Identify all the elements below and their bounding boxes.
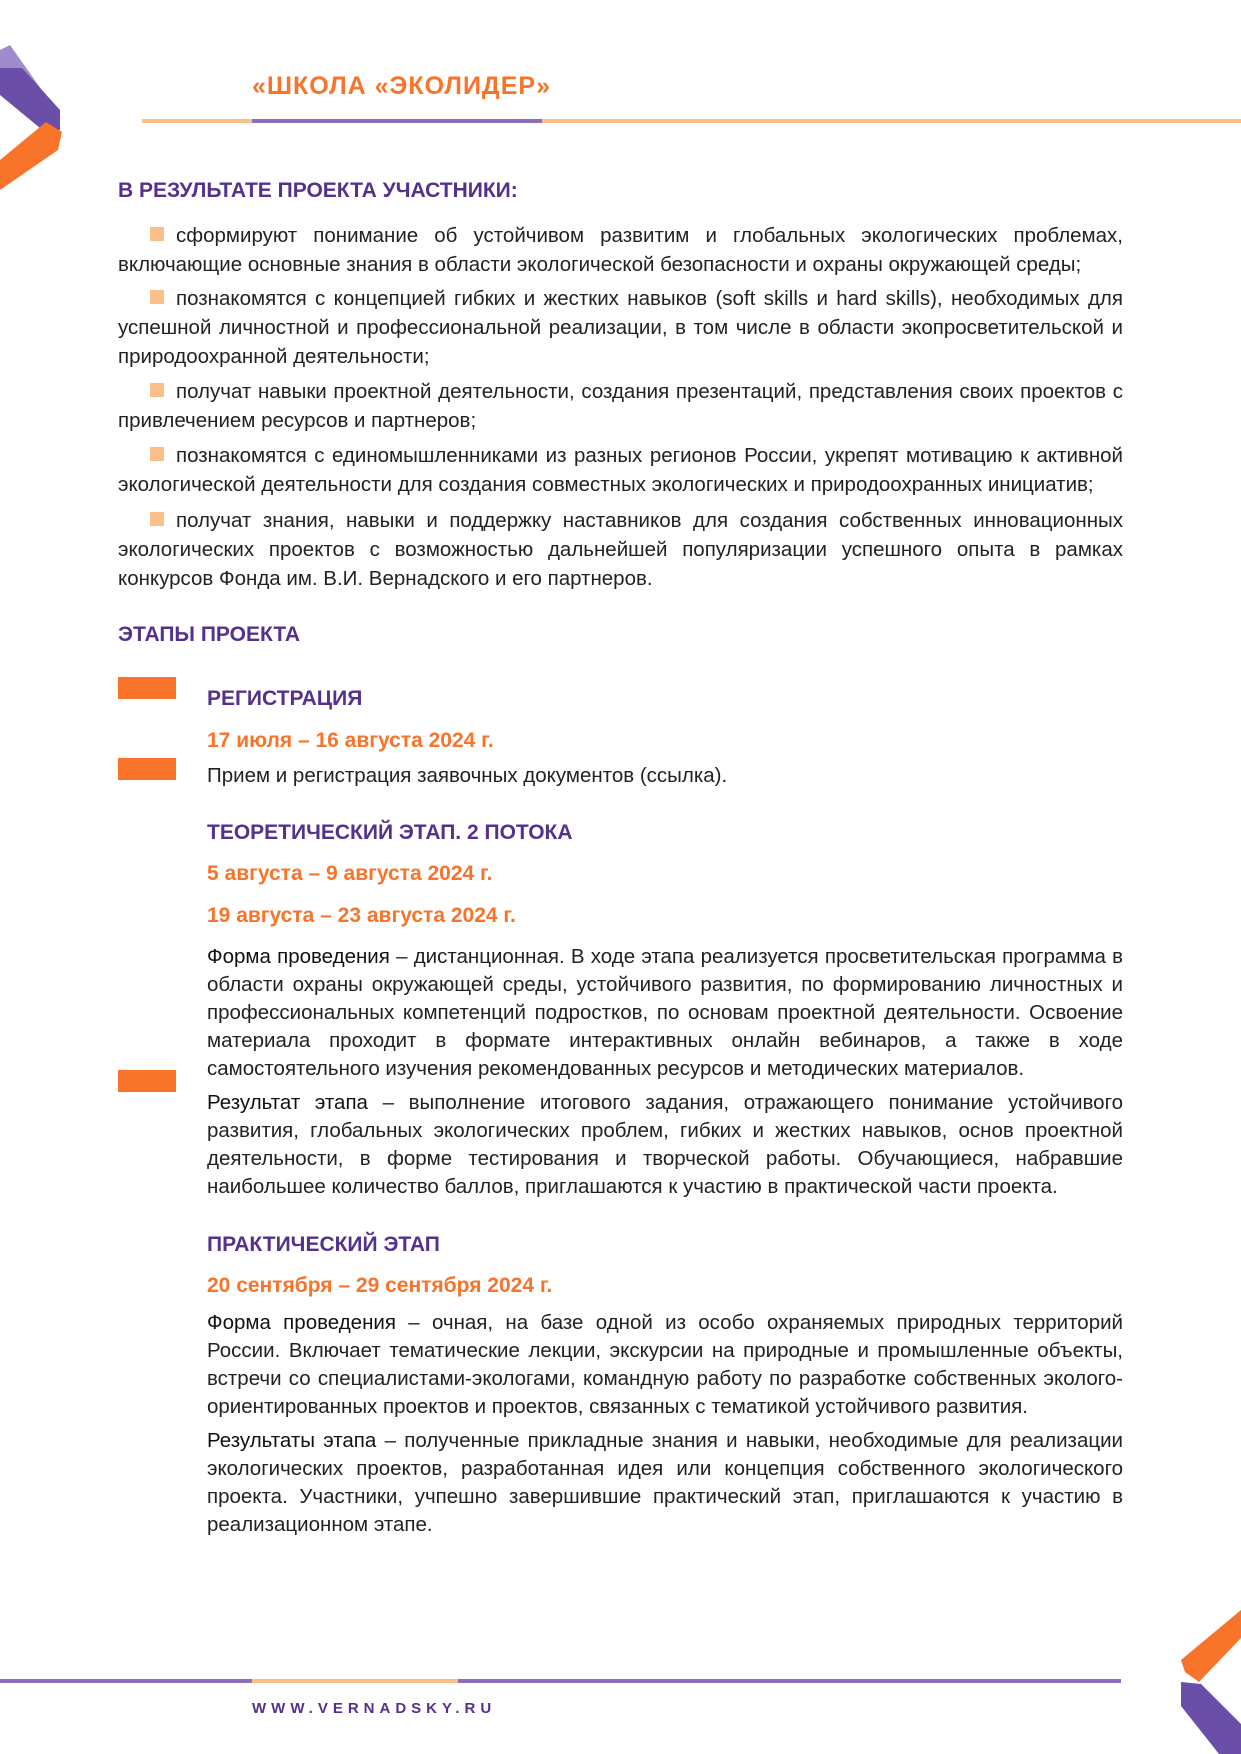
bullet-square-icon bbox=[150, 290, 164, 304]
theory-result bbox=[207, 1089, 1123, 1201]
registration-date: 17 июля – 16 августа 2024 г. bbox=[207, 729, 494, 752]
stage-marker bbox=[118, 1070, 176, 1092]
results-heading: В РЕЗУЛЬТАТЕ ПРОЕКТА УЧАСТНИКИ: bbox=[118, 179, 518, 202]
practice-title: ПРАКТИЧЕСКИЙ ЭТАП bbox=[207, 1233, 440, 1256]
theory-result-label: Результат этапа bbox=[207, 1091, 368, 1114]
practice-result-text: – полученные прикладные знания и навыки, необходимые для реализации экологических проектов, разработанная идея или концепция собственного экологического проекта. Участники, учпешно завершившие практический этап, приглашаются к участию в реализационном этапе. bbox=[207, 1429, 1123, 1536]
theory-form bbox=[207, 943, 1123, 1083]
result-item-text: познакомятся с единомышленниками из разных регионов России, укрепят мотивацию к активной экологической деятельности для создания совместных экологических и природоохранных инициатив; bbox=[118, 444, 1123, 496]
bullet-square-icon bbox=[150, 227, 164, 241]
theory-date-1: 5 августа – 9 августа 2024 г. bbox=[207, 862, 493, 885]
corner-decoration-bottom-right bbox=[1171, 1610, 1241, 1754]
result-item-text: получат навыки проектной деятельности, создания презентаций, представления своих проектов с привлечением ресурсов и партнеров; bbox=[118, 380, 1123, 432]
footer-divider bbox=[0, 1679, 1121, 1683]
bullet-square-icon bbox=[150, 383, 164, 397]
practice-form bbox=[207, 1309, 1123, 1421]
result-item bbox=[118, 284, 1123, 371]
header-title: «ШКОЛА «ЭКОЛИДЕР» bbox=[252, 72, 551, 100]
corner-decoration-top-left bbox=[0, 40, 70, 200]
result-item-text: сформируют понимание об устойчивом развитим и глобальных экологических проблемах, включающие основные знания в области экологической безопасности и охраны окружающей среды; bbox=[118, 224, 1123, 276]
bullet-square-icon bbox=[150, 447, 164, 461]
theory-result-text: – выполнение итогового задания, отражающего понимание устойчивого развития, глобальных экологических проблем, гибких и жестких навыков, основ проектной деятельности, в форме тестирования и творческой работы. Обучающиеся, набравшие наибольшее количество баллов, приглашаются к участию в практической части проекта. bbox=[207, 1091, 1124, 1198]
result-item bbox=[118, 506, 1123, 593]
stage-marker bbox=[118, 758, 176, 780]
result-item bbox=[118, 441, 1123, 499]
stage-marker bbox=[118, 677, 176, 699]
theory-title: ТЕОРЕТИЧЕСКИЙ ЭТАП. 2 ПОТОКА bbox=[207, 821, 573, 844]
registration-text: Прием и регистрация заявочных документов (ссылка). bbox=[207, 764, 728, 787]
practice-result-label: Результаты этапа bbox=[207, 1429, 377, 1452]
header-divider-accent bbox=[252, 119, 542, 123]
footer-website-link[interactable]: WWW.VERNADSKY.RU bbox=[252, 1700, 497, 1717]
practice-form-text: – очная, на базе одной из особо охраняемых природных территорий России. Включает тематические лекции, экскурсии на природные и промышленные объекты, встречи со специалистами-экологами, командную работу по разработке собственных эколого-ориентированных проектов и проектов, связанных с тематикой устойчивого развития. bbox=[207, 1311, 1123, 1418]
stages-heading: ЭТАПЫ ПРОЕКТА bbox=[118, 623, 300, 646]
bullet-square-icon bbox=[150, 512, 164, 526]
practice-form-label: Форма проведения bbox=[207, 1311, 396, 1334]
footer-divider-accent bbox=[252, 1679, 458, 1683]
theory-form-text: – дистанционная. В ходе этапа реализуется просветительская программа в области охраны окружающей среды, устойчивого развития, по формированию личностных и профессиональных компетенций подростков, по основам проектной деятельности. Освоение материала проходит в формате интерактивных онлайн вебинаров, а также в ходе самостоятельного изучения рекомендованных ресурсов и методических материалов. bbox=[207, 945, 1124, 1080]
practice-date: 20 сентября – 29 сентября 2024 г. bbox=[207, 1274, 553, 1297]
theory-form-label: Форма проведения bbox=[207, 945, 390, 968]
registration-title: РЕГИСТРАЦИЯ bbox=[207, 687, 363, 710]
result-item bbox=[118, 377, 1123, 435]
result-item-text: познакомятся с концепцией гибких и жестких навыков (soft skills и hard skills), необходимых для успешной личностной и профессиональной реализации, в том числе в области экопросветительской и природоохранной деятельности; bbox=[118, 287, 1123, 368]
theory-date-2: 19 августа – 23 августа 2024 г. bbox=[207, 904, 516, 927]
practice-result bbox=[207, 1427, 1123, 1539]
result-item-text: получат знания, навыки и поддержку наставников для создания собственных инновационных экологических проектов с возможностью дальнейшей популяризации успешного опыта в рамках конкурсов Фонда им. В.И. Вернадского и его партнеров. bbox=[118, 509, 1123, 590]
result-item bbox=[118, 221, 1123, 279]
